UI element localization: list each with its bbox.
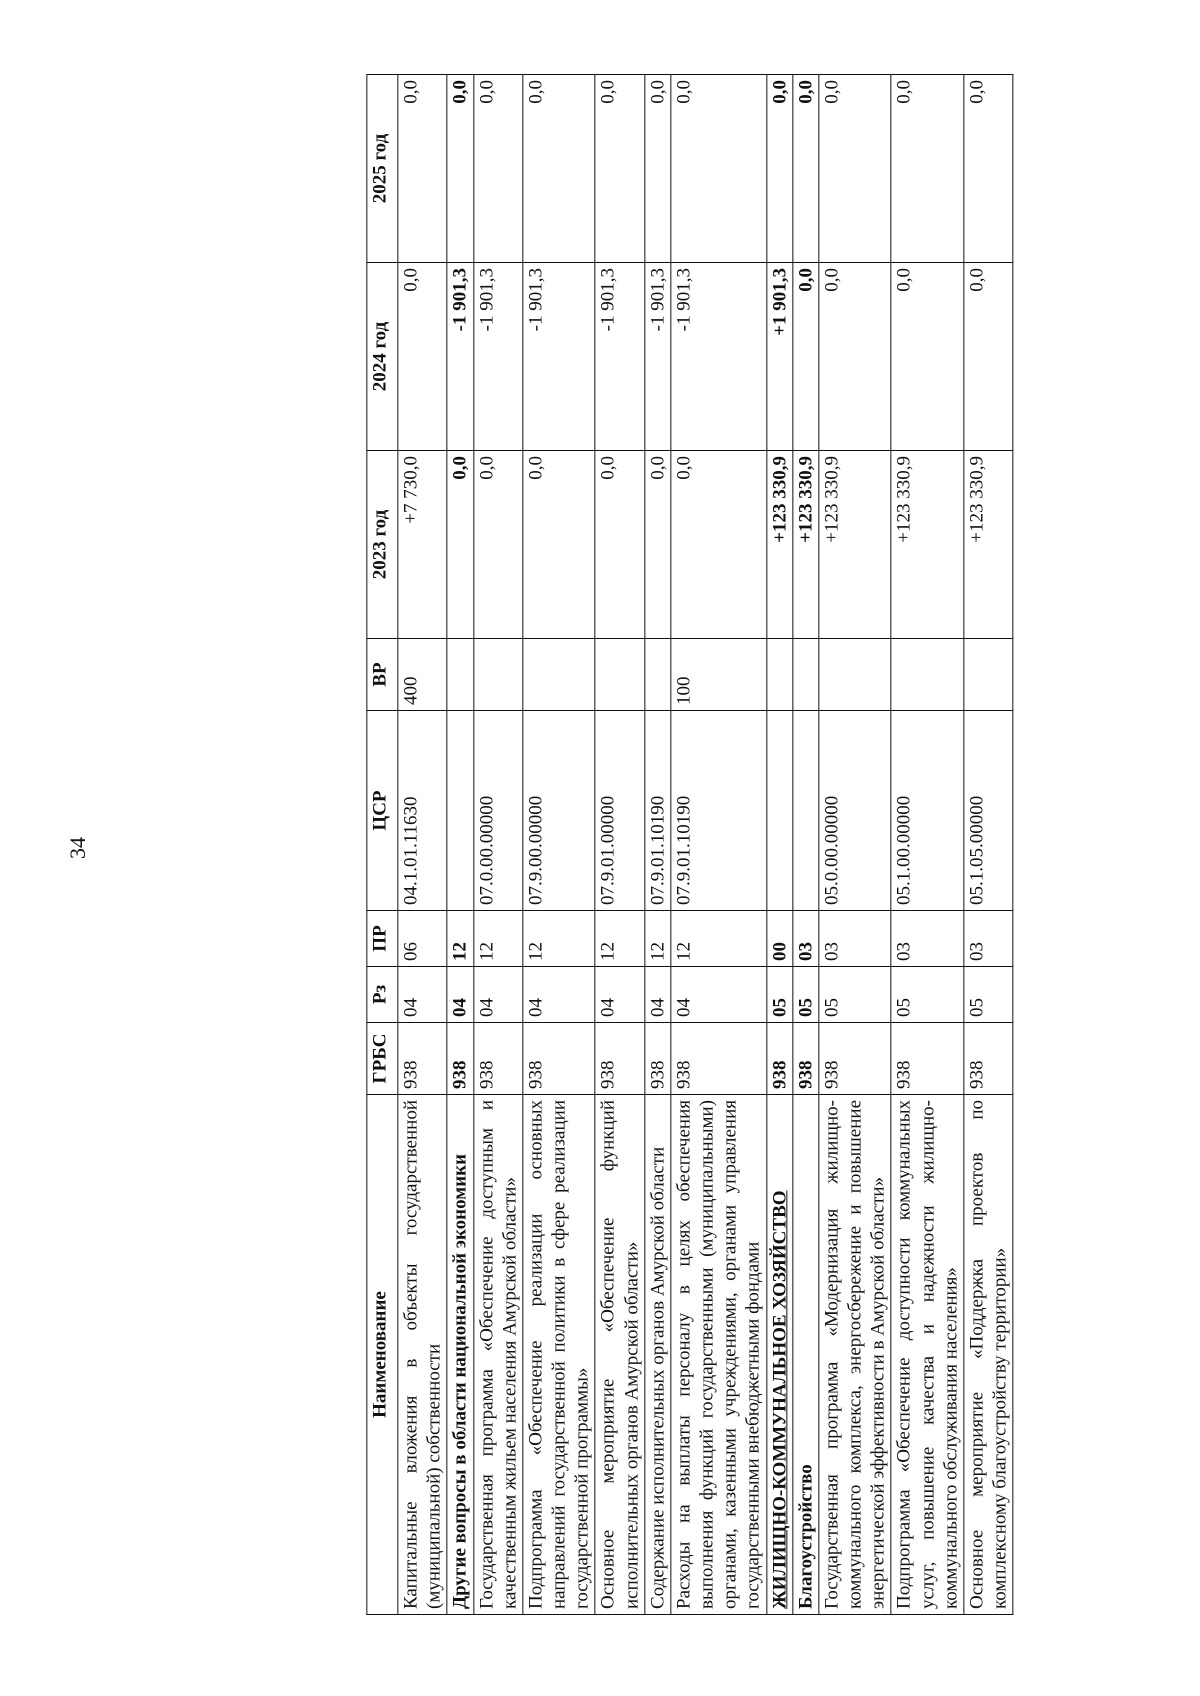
row-grbs: 938 — [964, 1023, 1013, 1095]
row-grbs: 938 — [645, 1023, 671, 1095]
row-vr — [473, 639, 522, 711]
header-2025: 2025 год — [367, 75, 398, 263]
row-name: Подпрограмма «Обеспечение реализации основных направлений государственной политики в сфере реализации государственной программы» — [523, 1095, 596, 1615]
row-grbs: 938 — [766, 1023, 792, 1095]
row-grbs: 938 — [398, 1023, 447, 1095]
row-vr — [793, 639, 819, 711]
row-csr: 07.0.00.00000 — [473, 711, 522, 911]
table-row — [891, 75, 964, 1615]
row-2024: -1 901,3 — [595, 263, 644, 451]
row-2024: 0,0 — [964, 263, 1013, 451]
row-2024: +1 901,3 — [766, 263, 792, 451]
page-number: 34 — [65, 837, 90, 859]
row-pr: 03 — [819, 911, 892, 967]
row-csr — [793, 711, 819, 911]
row-pr: 12 — [645, 911, 671, 967]
row-2025: 0,0 — [645, 75, 671, 263]
row-2024: -1 901,3 — [473, 263, 522, 451]
row-name: Расходы на выплаты персоналу в целях обеспечения выполнения функций государственными (муниципальными) органами, казенными учреждениями, органами управления государственными внебюджетными фондами — [671, 1095, 767, 1615]
row-2023: 0,0 — [595, 451, 644, 639]
row-csr: 07.9.00.00000 — [523, 711, 596, 911]
header-2024: 2024 год — [367, 263, 398, 451]
row-rz: 05 — [964, 967, 1013, 1023]
row-csr: 07.9.01.00000 — [595, 711, 644, 911]
row-csr: 07.9.01.10190 — [645, 711, 671, 911]
header-name: Наименование — [367, 1095, 398, 1615]
row-rz: 04 — [473, 967, 522, 1023]
row-grbs: 938 — [671, 1023, 767, 1095]
row-rz: 05 — [819, 967, 892, 1023]
row-2025: 0,0 — [473, 75, 522, 263]
row-name: Государственная программа «Обеспечение доступным и качественным жильем населения Амурской области» — [473, 1095, 522, 1615]
row-2023: 0,0 — [671, 451, 767, 639]
row-pr: 12 — [595, 911, 644, 967]
row-name: Основное мероприятие «Поддержка проектов по комплексному благоустройству территории» — [964, 1095, 1013, 1615]
row-name: Основное мероприятие «Обеспечение функций исполнительных органов Амурской области» — [595, 1095, 644, 1615]
row-vr — [523, 639, 596, 711]
table-row — [645, 75, 671, 1615]
row-rz: 05 — [891, 967, 964, 1023]
row-csr: 05.1.00.00000 — [891, 711, 964, 911]
row-2025: 0,0 — [964, 75, 1013, 263]
table-row — [964, 75, 1013, 1615]
row-2024: -1 901,3 — [523, 263, 596, 451]
row-csr — [447, 711, 473, 911]
row-name: Благоустройство — [793, 1095, 819, 1615]
row-2025: 0,0 — [447, 75, 473, 263]
row-2025: 0,0 — [398, 75, 447, 263]
row-name: ЖИЛИЩНО-КОММУНАЛЬНОЕ ХОЗЯЙСТВО — [766, 1095, 792, 1615]
table-row — [793, 75, 819, 1615]
row-csr: 04.1.01.11630 — [398, 711, 447, 911]
row-grbs: 938 — [595, 1023, 644, 1095]
budget-table-rotated — [366, 75, 1013, 1615]
row-pr: 06 — [398, 911, 447, 967]
row-csr: 05.0.00.00000 — [819, 711, 892, 911]
row-pr: 03 — [891, 911, 964, 967]
table-row — [523, 75, 596, 1615]
row-rz: 04 — [447, 967, 473, 1023]
row-2024: -1 901,3 — [645, 263, 671, 451]
row-vr — [766, 639, 792, 711]
row-2024: 0,0 — [891, 263, 964, 451]
row-rz: 04 — [398, 967, 447, 1023]
row-2023: +123 330,9 — [964, 451, 1013, 639]
row-2023: +123 330,9 — [891, 451, 964, 639]
row-2024: 0,0 — [793, 263, 819, 451]
row-grbs: 938 — [523, 1023, 596, 1095]
row-2024: -1 901,3 — [447, 263, 473, 451]
row-2025: 0,0 — [793, 75, 819, 263]
row-grbs: 938 — [891, 1023, 964, 1095]
table-row — [766, 75, 792, 1615]
row-pr: 03 — [964, 911, 1013, 967]
row-csr: 05.1.05.00000 — [964, 711, 1013, 911]
table-row — [473, 75, 522, 1615]
row-2023: +123 330,9 — [819, 451, 892, 639]
row-2025: 0,0 — [595, 75, 644, 263]
row-grbs: 938 — [793, 1023, 819, 1095]
row-2023: 0,0 — [645, 451, 671, 639]
row-vr — [819, 639, 892, 711]
row-rz: 05 — [793, 967, 819, 1023]
row-vr — [447, 639, 473, 711]
row-pr: 12 — [447, 911, 473, 967]
row-name: Подпрограмма «Обеспечение доступности коммунальных услуг, повышение качества и надежности жилищно-коммунального обслуживания населения» — [891, 1095, 964, 1615]
row-vr — [964, 639, 1013, 711]
row-2023: +7 730,0 — [398, 451, 447, 639]
row-rz: 04 — [671, 967, 767, 1023]
row-vr: 400 — [398, 639, 447, 711]
row-2025: 0,0 — [671, 75, 767, 263]
row-rz: 04 — [523, 967, 596, 1023]
row-grbs: 938 — [819, 1023, 892, 1095]
row-grbs: 938 — [473, 1023, 522, 1095]
row-2024: 0,0 — [398, 263, 447, 451]
row-vr — [645, 639, 671, 711]
table-row — [398, 75, 447, 1615]
row-vr — [595, 639, 644, 711]
row-vr: 100 — [671, 639, 767, 711]
table-row — [671, 75, 767, 1615]
row-csr: 07.9.01.10190 — [671, 711, 767, 911]
row-2025: 0,0 — [891, 75, 964, 263]
row-2024: 0,0 — [819, 263, 892, 451]
header-csr: ЦСР — [367, 711, 398, 911]
header-vr: ВР — [367, 639, 398, 711]
header-pr: ПР — [367, 911, 398, 967]
row-vr — [891, 639, 964, 711]
row-name: Государственная программа «Модернизация жилищно-коммунального комплекса, энергосбережение и повышение энергетической эффективности в Амурской области» — [819, 1095, 892, 1615]
table-row — [819, 75, 892, 1615]
row-rz: 04 — [595, 967, 644, 1023]
table-header-row — [367, 75, 398, 1615]
row-csr — [766, 711, 792, 911]
row-2023: 0,0 — [447, 451, 473, 639]
row-2023: +123 330,9 — [793, 451, 819, 639]
table-row — [447, 75, 473, 1615]
row-name: Другие вопросы в области национальной экономики — [447, 1095, 473, 1615]
budget-table — [366, 74, 1013, 1615]
row-2023: 0,0 — [523, 451, 596, 639]
header-2023: 2023 год — [367, 451, 398, 639]
row-2025: 0,0 — [523, 75, 596, 263]
row-2025: 0,0 — [819, 75, 892, 263]
row-pr: 03 — [793, 911, 819, 967]
row-2025: 0,0 — [766, 75, 792, 263]
row-2023: +123 330,9 — [766, 451, 792, 639]
row-2024: -1 901,3 — [671, 263, 767, 451]
row-pr: 12 — [523, 911, 596, 967]
row-rz: 05 — [766, 967, 792, 1023]
row-name: Содержание исполнительных органов Амурской области — [645, 1095, 671, 1615]
header-rz: Рз — [367, 967, 398, 1023]
row-pr: 00 — [766, 911, 792, 967]
row-pr: 12 — [473, 911, 522, 967]
row-pr: 12 — [671, 911, 767, 967]
row-grbs: 938 — [447, 1023, 473, 1095]
header-grbs: ГРБС — [367, 1023, 398, 1095]
table-row — [595, 75, 644, 1615]
row-2023: 0,0 — [473, 451, 522, 639]
row-rz: 04 — [645, 967, 671, 1023]
row-name: Капитальные вложения в объекты государственной (муниципальной) собственности — [398, 1095, 447, 1615]
